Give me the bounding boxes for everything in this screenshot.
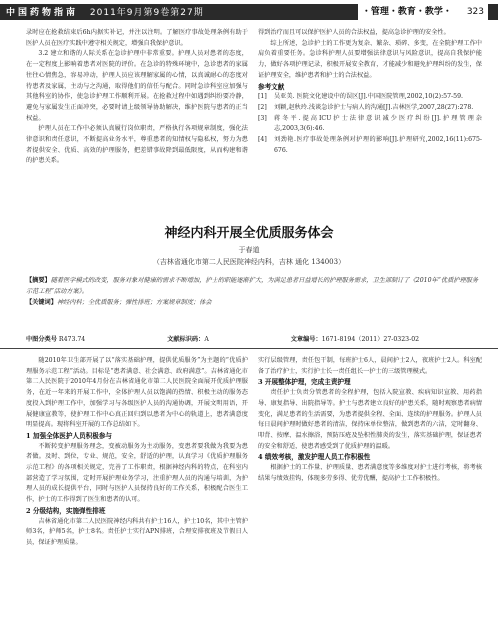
- abstract-block: [26, 275, 482, 308]
- prev-article-left-column: [26, 28, 248, 214]
- section-name: ・管理・教育・教学・: [361, 7, 452, 17]
- abstract-label: 【摘要】: [26, 277, 51, 284]
- doc-code: 文献标识码：A: [167, 336, 209, 343]
- section-heading: 4 绩效考核，激发护理人员工作积极性: [258, 453, 371, 462]
- clc-number: 中图分类号 R473.74: [26, 336, 86, 343]
- keywords: [26, 297, 482, 308]
- keywords-text: 神经内科；全优质服务；弹性排班；方案规章制度；体会: [56, 299, 212, 306]
- page-number: 323: [466, 7, 484, 17]
- body-paragraph: 吉林省通化市第二人民医院神经内科共有护士16人，护士10名，其中主管护师3名，护师5名，护士8名。责任护士实行APN排班，合理安排夜班及节假日人员，保证护理质量。: [26, 517, 248, 546]
- journal-name: 中国药物指南: [6, 8, 79, 18]
- body-paragraph: 随2010年卫生部开展了以“落实基础护理，提供优质服务”为主题的“优质护理服务示范工程”活动。目标是“患者满意、社会满意、政府满意”。吉林省通化市第二人民医院于2010年4月份在吉林省通化市第二人民医院全面展开优质护理服务，在近一年来的开展工作中，全体护理人员以饱满的热情、积极主动的服务态度投入到护理工作中，加强学习与各级医护人员的沟通协调，开展文明用语，开展健康宣教等，使护理工作中心真正回归到以患者为中心的轨道上，患者满意度明显提高。现将科室开展的工作总结如下。: [26, 357, 248, 429]
- header-journal-info: [6, 5, 204, 18]
- article-id: 文章编号：1671-8194（2011）27-0323-02: [290, 336, 420, 343]
- reference-item: [4] 刘劲艳.医疗事故处理条例对护理的影响[J].护理研究,2002,16(11):675-676.: [258, 136, 482, 154]
- article-author: 于春道: [238, 246, 260, 254]
- prev-paragraph: 护理人员在工作中必须认真履行岗位职责，严格执行各项规章制度，强化法律意识和责任意识，不断提高业务水平，尊重患者的知情权与隐私权，努力为患者提供安全、优质、高效的护理服务，把差错事故降到最低限度，从而构建和谐的护患关系。: [26, 125, 248, 165]
- abstract: [26, 275, 482, 297]
- reference-item: [1] 吴亚美. 医院文化建设中的误区[J].中国医院管理,2002,10(2):57-59.: [258, 93, 463, 101]
- reference-item: [2] 刘颖,赵秋玲.浅谈急诊护士与病人的沟通[J].吉林医学,2007,28(27):278.: [258, 103, 474, 111]
- article-meta-line: [26, 334, 482, 343]
- section-heading: 1 加强全体医护人员积极参与: [26, 431, 113, 440]
- section-divider: [0, 348, 498, 349]
- abstract-text: 随着医学模式的改变，服务对象对健康的需求不断增加，护士的职能逐渐扩大，为满足患者日益增长的护理服务需求，卫生部制订了《2010年“优质护理服务示范工程”活动方案》。: [26, 277, 479, 295]
- prev-paragraph: 得到治疗而且可以保护医护人员的合法权益，提高急诊护理的安全性。: [258, 29, 450, 36]
- body-paragraph: 实行层级管理，责任包干制，每班护士6人，晨间护士2人，夜班护士2人。科室配备了治疗护士，实行护士长一责任组长一护士的三级管理模式。: [258, 357, 482, 375]
- reference-item: [3] 蒋冬平.提高ICU护士法律意识减少医疗纠纷[J].护理管理杂志,2003,3(6):46.: [258, 114, 482, 133]
- references-heading: 参考文献: [258, 82, 285, 91]
- prev-paragraph: 综上所述，急诊护士的工作更为复杂、繁杂、琐碎、多变，在全院护理工作中肩负着重要任务。急诊科护理人员要增强法律意识与风险意识，提高自我保护能力，做好各项护理记录，积极开展安全教育，才能减少和避免护理纠纷的发生，保证护理安全，维护患者和护士的合法权益。: [258, 39, 482, 79]
- body-paragraph: 责任护士负责分管患者的全程护理，包括入院宣教、疾病知识宣教、用药指导、康复指导、出院指导等。护士与患者建立良好的护患关系，随时观察患者病情变化，满足患者的生活需要，为患者提供全程、全面、连续的护理服务。护理人员每日晨间护理时做好患者的清洁，保持床单位整洁，做到患者的六洁，定时翻身、叩背、按摩、温水擦浴，预防压疮及坠积性肺炎的发生，落实基础护理，保证患者的安全和舒适，使患者感受到了优质护理的温暖。: [258, 389, 482, 450]
- prev-article-right-column: [258, 28, 482, 214]
- header-section-info: [358, 4, 488, 20]
- section-heading: 2 分级结构，实施弹性排班: [26, 506, 106, 515]
- keywords-label: 【关键词】: [26, 299, 57, 306]
- body-paragraph: 不断转变护理服务理念，变被动服务为主动服务，变患者要我做为我要为患者做。及时、到位，专业、规范，安全，舒适的护理，认真学习《优质护理服务示范工程》的各项相关规定，完善了工作职责，根据神经内科的特点，在科室内部营造了学习氛围，定时开展护理业务学习，注重护理人员的沟通与培训，为护理人员的成长提供平台，同时与医护人员保持良好的工作关系，积极配合医生工作，护士的工作得到了医生和患者的认可。: [26, 442, 248, 504]
- issue-info: 2011年9月第9卷第27期: [89, 8, 204, 18]
- body-right-column: [258, 356, 482, 634]
- article-affiliation: （吉林省通化市第二人民医院神经内科，吉林 通化 134003）: [152, 258, 346, 266]
- article-title: 神经内科开展全优质服务体会: [164, 226, 334, 241]
- body-paragraph: 根据护士的工作量、护理质量、患者满意度等多维度对护士进行考核，将考核结果与绩效挂钩，体现多劳多得、优劳优酬，提高护士工作积极性。: [258, 464, 482, 482]
- prev-paragraph: 录时应在抢救结束后6h内据实补记，并注以注明。了解医疗事故处理条例有助于医护人员在医疗实践中遵守相关规定，增强自我保护意识。: [26, 29, 248, 47]
- prev-paragraph: 3.2 建立和谐的人际关系在急诊护理中非常重要。护理人员对患者的态度，在一定程度上影响着患者对医院的评价。在急诊的特殊环境中，急诊患者的家属往往心情焦急，容易冲动，护理人员应该理解家属的心情，以真诚耐心的态度对待患者及家属，主动与之沟通，取得他们的信任与配合。同时急诊科室应加强与其他科室的协作，使急诊护理工作顺利开展。在抢救过程中如遇到纠纷要冷静，避免与家属发生正面冲突，必要时请上级领导协助解决，维护医院与患者的正当权益。: [26, 50, 248, 122]
- section-heading: 3 开展整体护理，完成主责护理: [258, 378, 351, 387]
- body-left-column: [26, 356, 248, 634]
